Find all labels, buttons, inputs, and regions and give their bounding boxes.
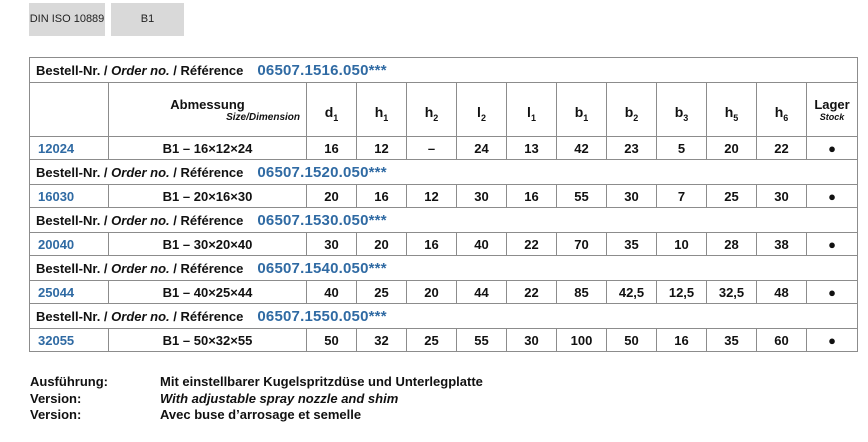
- stock-indicator: ●: [807, 281, 858, 304]
- col-subscript: 6: [783, 112, 789, 123]
- header-col: [457, 83, 507, 137]
- col-subscript: 5: [733, 112, 739, 123]
- table-header: [30, 83, 858, 137]
- order-cell: Bestell-Nr. / Order no. / Référence 06507.1516.050***: [30, 58, 858, 83]
- version-notes: [30, 374, 483, 424]
- value-cell: 28: [707, 233, 757, 256]
- order-label-fr: Référence: [180, 62, 244, 78]
- order-label-de: Bestell-Nr.: [36, 260, 101, 276]
- order-cell: Bestell-Nr. / Order no. / Référence 06507.1530.050***: [30, 208, 858, 233]
- col-subscript: 2: [633, 112, 639, 123]
- value-cell: 23: [607, 137, 657, 160]
- col-symbol: h: [374, 104, 384, 121]
- order-number: 06507.1516.050***: [257, 61, 387, 79]
- order-label-de: Bestell-Nr.: [36, 62, 101, 78]
- value-cell: 30: [307, 233, 357, 256]
- value-cell: 24: [457, 137, 507, 160]
- value-cell: 40: [307, 281, 357, 304]
- note-row: [30, 407, 483, 424]
- order-label-en: Order no.: [111, 62, 170, 78]
- value-cell: 25: [707, 185, 757, 208]
- order-row: [30, 256, 858, 281]
- header-dimension: [109, 83, 307, 137]
- col-symbol: b: [624, 104, 634, 121]
- article-code[interactable]: 25044: [30, 281, 109, 304]
- dimension-label-en: Size/Dimension: [226, 111, 300, 123]
- variant-tag: B1: [111, 3, 184, 36]
- order-label-fr: Référence: [180, 212, 244, 228]
- value-cell: 20: [407, 281, 457, 304]
- col-subscript: 1: [583, 112, 589, 123]
- order-label-de: Bestell-Nr.: [36, 164, 101, 180]
- value-cell: 22: [507, 281, 557, 304]
- order-number: 06507.1540.050***: [257, 259, 387, 277]
- stock-indicator: ●: [807, 233, 858, 256]
- value-cell: 16: [507, 185, 557, 208]
- order-number: 06507.1520.050***: [257, 163, 387, 181]
- col-symbol: l: [527, 104, 531, 121]
- order-cell: Bestell-Nr. / Order no. / Référence 06507.1520.050***: [30, 160, 858, 185]
- value-cell: 25: [357, 281, 407, 304]
- dimension-cell: B1 – 16×12×24: [109, 137, 307, 160]
- value-cell: 16: [407, 233, 457, 256]
- value-cell: 50: [307, 329, 357, 352]
- order-number: 06507.1530.050***: [257, 211, 387, 229]
- note-value: With adjustable spray nozzle and shim: [160, 390, 399, 406]
- col-symbol: b: [574, 104, 584, 121]
- value-cell: 22: [757, 137, 807, 160]
- value-cell: 22: [507, 233, 557, 256]
- col-symbol: l: [477, 104, 481, 121]
- order-cell: Bestell-Nr. / Order no. / Référence 06507.1540.050***: [30, 256, 858, 281]
- value-cell: 32,5: [707, 281, 757, 304]
- order-label-en: Order no.: [111, 164, 170, 180]
- order-label-en: Order no.: [111, 260, 170, 276]
- table-row: [30, 281, 858, 304]
- table-row: [30, 233, 858, 256]
- col-symbol: h: [724, 104, 734, 121]
- value-cell: 48: [757, 281, 807, 304]
- value-cell: 55: [557, 185, 607, 208]
- value-cell: 55: [457, 329, 507, 352]
- order-row: [30, 58, 858, 83]
- order-cell: Bestell-Nr. / Order no. / Référence 06507.1550.050***: [30, 304, 858, 329]
- dimension-cell: B1 – 50×32×55: [109, 329, 307, 352]
- value-cell: 60: [757, 329, 807, 352]
- col-symbol: h: [424, 104, 434, 121]
- col-subscript: 3: [683, 112, 689, 123]
- header-stock: [807, 83, 858, 137]
- value-cell: 42: [557, 137, 607, 160]
- value-cell: 30: [457, 185, 507, 208]
- value-cell: 30: [607, 185, 657, 208]
- value-cell: 35: [607, 233, 657, 256]
- order-label-fr: Référence: [180, 308, 244, 324]
- header-col: [657, 83, 707, 137]
- value-cell: 13: [507, 137, 557, 160]
- stock-label-de: Lager: [814, 97, 850, 112]
- header-col: [607, 83, 657, 137]
- stock-indicator: ●: [807, 329, 858, 352]
- value-cell: 35: [707, 329, 757, 352]
- value-cell: 10: [657, 233, 707, 256]
- dimension-cell: B1 – 40×25×44: [109, 281, 307, 304]
- order-label-fr: Référence: [180, 260, 244, 276]
- value-cell: 32: [357, 329, 407, 352]
- col-symbol: d: [324, 104, 334, 121]
- col-subscript: 1: [333, 112, 339, 123]
- table-row: [30, 185, 858, 208]
- stock-indicator: ●: [807, 185, 858, 208]
- value-cell: 38: [757, 233, 807, 256]
- value-cell: 7: [657, 185, 707, 208]
- header-blank: [30, 83, 109, 137]
- stock-indicator: ●: [807, 137, 858, 160]
- article-code[interactable]: 16030: [30, 185, 109, 208]
- order-row: [30, 304, 858, 329]
- col-subscript: 1: [383, 112, 389, 123]
- value-cell: 16: [307, 137, 357, 160]
- order-row: [30, 208, 858, 233]
- note-value: Avec buse d’arrosage et semelle: [160, 407, 362, 422]
- value-cell: 20: [707, 137, 757, 160]
- header-col: [707, 83, 757, 137]
- header-col: [557, 83, 607, 137]
- value-cell: 100: [557, 329, 607, 352]
- dimension-cell: B1 – 30×20×40: [109, 233, 307, 256]
- header-col: [407, 83, 457, 137]
- value-cell: 30: [757, 185, 807, 208]
- value-cell: 16: [357, 185, 407, 208]
- article-code[interactable]: 32055: [30, 329, 109, 352]
- value-cell: 44: [457, 281, 507, 304]
- note-row: [30, 374, 483, 391]
- value-cell: 12: [407, 185, 457, 208]
- article-code[interactable]: 20040: [30, 233, 109, 256]
- order-label-de: Bestell-Nr.: [36, 308, 101, 324]
- value-cell: 25: [407, 329, 457, 352]
- value-cell: 30: [507, 329, 557, 352]
- order-label-fr: Référence: [180, 164, 244, 180]
- value-cell: 16: [657, 329, 707, 352]
- table-row: [30, 329, 858, 352]
- col-subscript: 2: [480, 112, 486, 123]
- value-cell: –: [407, 137, 457, 160]
- order-label-en: Order no.: [111, 308, 170, 324]
- standard-tag: DIN ISO 10889: [29, 3, 105, 36]
- note-key: Version:: [30, 407, 82, 422]
- value-cell: 40: [457, 233, 507, 256]
- note-key: Version:: [30, 390, 82, 406]
- value-cell: 42,5: [607, 281, 657, 304]
- article-code[interactable]: 12024: [30, 137, 109, 160]
- value-cell: 70: [557, 233, 607, 256]
- col-subscript: 1: [530, 112, 536, 123]
- value-cell: 85: [557, 281, 607, 304]
- value-cell: 12: [357, 137, 407, 160]
- value-cell: 20: [357, 233, 407, 256]
- order-label-en: Order no.: [111, 212, 170, 228]
- value-cell: 5: [657, 137, 707, 160]
- header-col: [357, 83, 407, 137]
- stock-label-en: Stock: [819, 112, 845, 122]
- order-table: [29, 57, 858, 352]
- header-col: [307, 83, 357, 137]
- table-row: [30, 137, 858, 160]
- header-col: [757, 83, 807, 137]
- value-cell: 20: [307, 185, 357, 208]
- order-number: 06507.1550.050***: [257, 307, 387, 325]
- value-cell: 50: [607, 329, 657, 352]
- dimension-cell: B1 – 20×16×30: [109, 185, 307, 208]
- dimension-label-de: Abmessung: [170, 96, 245, 112]
- order-row: [30, 160, 858, 185]
- value-cell: 12,5: [657, 281, 707, 304]
- header-col: [507, 83, 557, 137]
- note-row: [30, 391, 483, 408]
- col-subscript: 2: [433, 112, 439, 123]
- col-symbol: h: [774, 104, 784, 121]
- note-value: Mit einstellbarer Kugelspritzdüse und Unterlegplatte: [160, 374, 483, 389]
- col-symbol: b: [674, 104, 684, 121]
- order-label-de: Bestell-Nr.: [36, 212, 101, 228]
- note-key: Ausführung:: [30, 374, 108, 389]
